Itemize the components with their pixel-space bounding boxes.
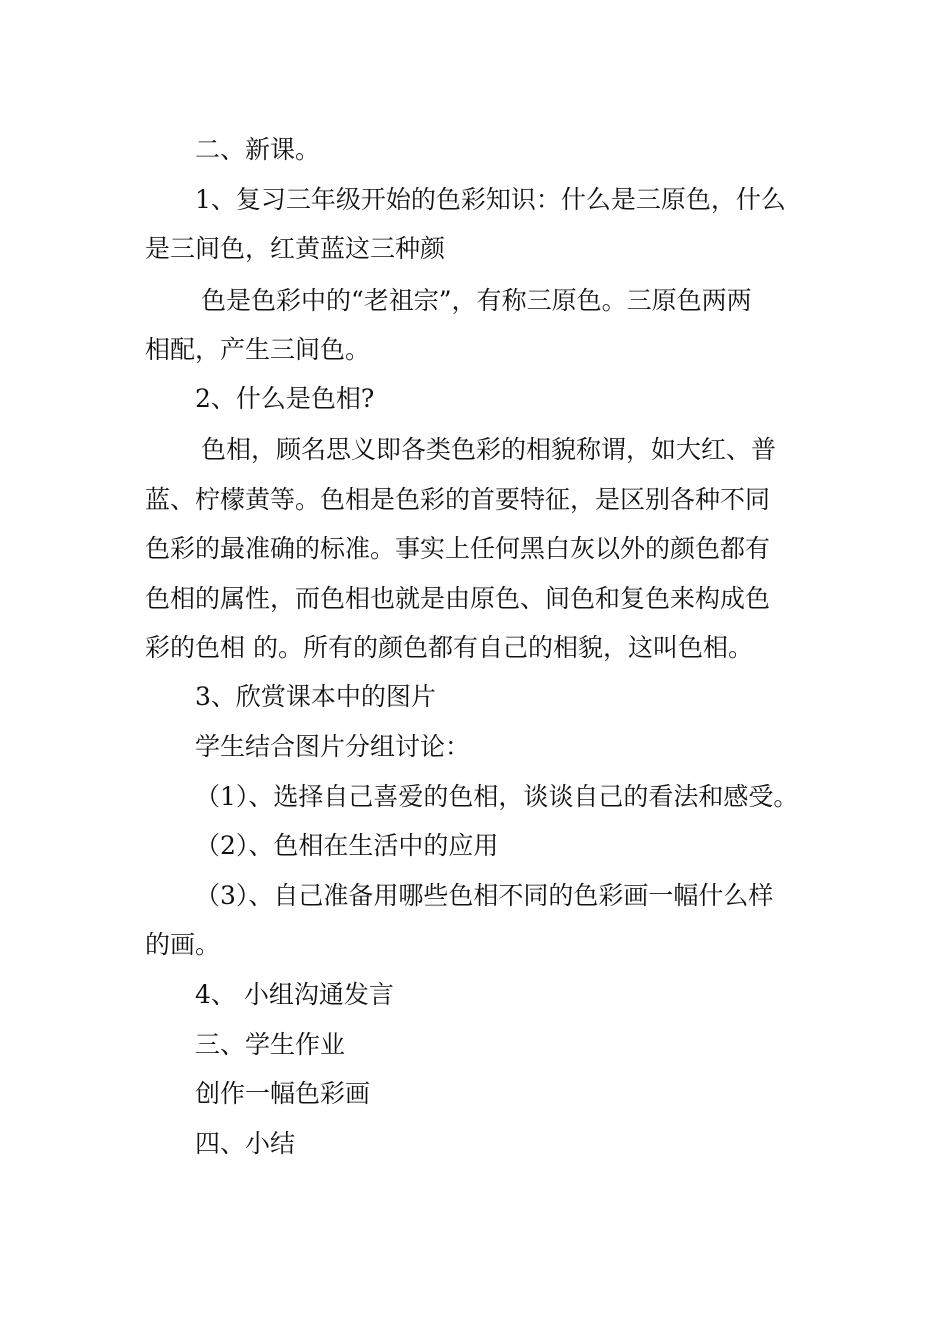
paragraph-line: 色彩的最准确的标准。事实上任何黑白灰以外的颜色都有: [145, 534, 771, 563]
paragraph-line: 是三间色，红黄蓝这三种颜: [145, 234, 446, 263]
paragraph-line: 蓝、柠檬黄等。色相是色彩的首要特征，是区别各种不同: [145, 485, 771, 514]
list-item: （1）、选择自己喜爱的色相，谈谈自己的看法和感受。: [195, 782, 799, 811]
item-heading-group-speech: 4、 小组沟通发言: [195, 980, 394, 1009]
paragraph-line: 1、复习三年级开始的色彩知识：什么是三原色，什么: [195, 185, 786, 214]
section-heading-new-lesson: 二、新课。: [195, 135, 321, 164]
section-heading-summary: 四、小结: [195, 1129, 296, 1158]
paragraph-line: 学生结合图片分组讨论：: [195, 732, 471, 761]
list-item: （2）、色相在生活中的应用: [195, 831, 499, 860]
paragraph-line: 创作一幅色彩画: [195, 1079, 371, 1108]
paragraph-line: 相配，产生三间色。: [145, 335, 371, 364]
paragraph-line: 色相的属性，而色相也就是由原色、间色和复色来构成色: [145, 584, 771, 613]
item-heading-hue: 2、什么是色相?: [195, 384, 375, 413]
paragraph-line: 色是色彩中的“老祖宗”，有称三原色。三原色两两: [201, 286, 752, 315]
list-item: （3）、自己准备用哪些色相不同的色彩画一幅什么样: [195, 881, 774, 910]
item-heading-appreciate: 3、欣赏课本中的图片: [195, 682, 436, 711]
section-heading-homework: 三、学生作业: [195, 1030, 346, 1059]
paragraph-line: 色相，顾名思义即各类色彩的相貌称谓，如大红、普: [201, 435, 777, 464]
paragraph-line: 的画。: [145, 930, 221, 959]
paragraph-line: 彩的色相 的。所有的颜色都有自己的相貌，这叫色相。: [145, 633, 753, 662]
